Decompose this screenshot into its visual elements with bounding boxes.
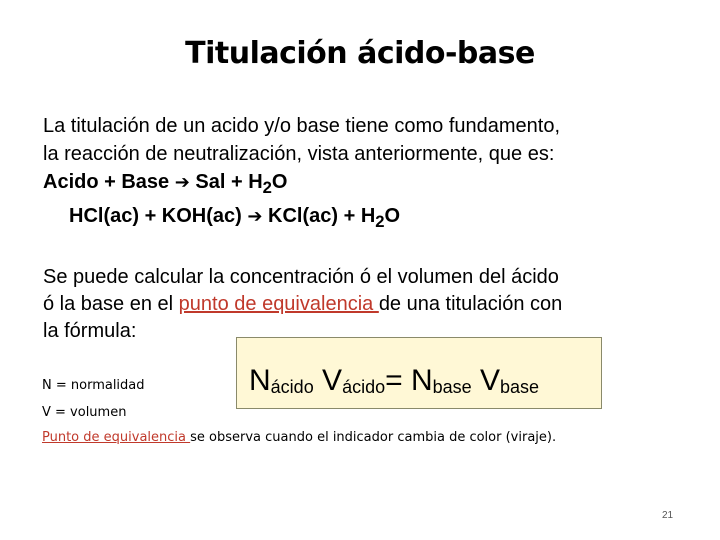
- formula-acido-sub-2: ácido: [342, 377, 386, 397]
- formula-v2: V: [480, 364, 501, 397]
- arrow-icon: ➔: [174, 172, 190, 193]
- general-products-end: O: [271, 171, 288, 193]
- formula-box: [236, 337, 602, 409]
- calc-line-3: la fórmula:: [43, 320, 137, 342]
- equivalence-note: [42, 430, 702, 445]
- calc-line-2-pre: ó la base en el: [43, 293, 179, 315]
- general-reactants: Acido + Base: [43, 171, 170, 193]
- legend-volumen: V = volumen: [42, 405, 127, 420]
- intro-line-2: la reacción de neutralización, vista anteriormente, que es:: [43, 143, 555, 165]
- example-products: KCl(ac) + H: [268, 205, 376, 227]
- intro-paragraph: [43, 112, 703, 236]
- calc-line-2-post: de una titulación con: [378, 293, 563, 315]
- note-term: Punto de equivalencia: [42, 430, 191, 445]
- example-reaction: [43, 202, 703, 236]
- arrow-icon: ➔: [247, 206, 263, 227]
- example-subscript: 2: [375, 212, 385, 231]
- formula-n: N: [249, 364, 271, 397]
- note-text: se observa cuando el indicador cambia de color (viraje).: [190, 430, 557, 445]
- calc-line-2: [43, 291, 703, 318]
- example-reactants: HCl(ac) + KOH(ac): [69, 205, 242, 227]
- general-reaction: [43, 168, 703, 202]
- general-products: Sal + H: [195, 171, 263, 193]
- formula-acido-sub: ácido: [270, 377, 314, 397]
- calc-paragraph: [43, 264, 703, 345]
- legend-normalidad: N = normalidad: [42, 378, 145, 393]
- formula-base-sub: base: [432, 377, 472, 397]
- formula-equals: = N: [385, 364, 433, 397]
- intro-line-1: La titulación de un acido y/o base tiene como fundamento,: [43, 115, 561, 137]
- general-subscript: 2: [262, 178, 272, 197]
- equivalence-point-link: punto de equivalencia: [178, 293, 379, 315]
- page-number: 21: [662, 510, 674, 521]
- example-products-end: O: [384, 205, 401, 227]
- formula-v: V: [322, 364, 343, 397]
- slide-title: Titulación ácido-base: [185, 36, 535, 71]
- formula-base-sub-2: base: [500, 377, 540, 397]
- calc-line-1: Se puede calcular la concentración ó el volumen del ácido: [43, 266, 559, 288]
